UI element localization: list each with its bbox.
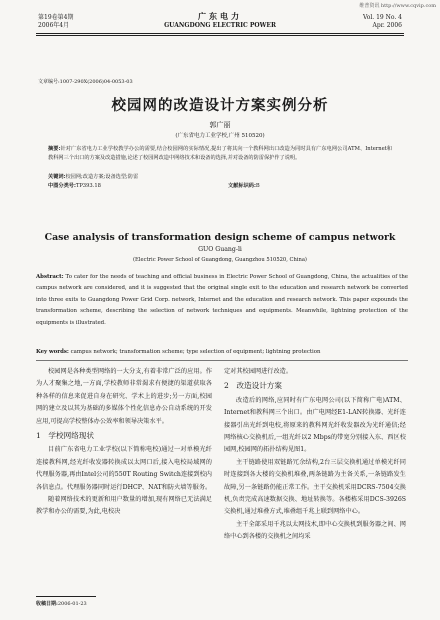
body-left-column (36, 366, 212, 519)
keywords-en-label: Key words: (36, 349, 69, 355)
header-rule-thin (36, 35, 404, 36)
doc-code: B (255, 183, 260, 189)
received-label: 收稿日期: (36, 601, 58, 607)
abstract-en-text: To cater for the needs of teaching and official business in Electric Power School of Guangdong, China, the actualities of the campus network are considered, and it is suggested that the original single exit to the education and research network be converted into three exits to Guangdong Power Grid Corp. network, Internet and the education and research network. This paper expounds the transformation scheme, describing the selection of network techniques and equipments. Meanwhile, lightning protection of the equipments is illustrated. (36, 274, 409, 326)
abstract-en-label: Abstract: (36, 274, 64, 280)
date-en: Apr. 2006 (372, 22, 402, 29)
watermark-text: 维普资讯 http://www.cqvip.com (359, 3, 436, 9)
title-cn: 校园网的改造设计方案实例分析 (111, 97, 329, 114)
affiliation-cn: (广东省电力工业学校,广州 510520) (175, 133, 265, 139)
received-value: 2006-01-23 (57, 601, 87, 607)
paragraph: 校园网是各种类型网络的一大分支,有着非常广泛的应用。作为人才聚集之地,一方面,学校教师非常渴求有便捷的渠道获取各种各样的信息来促进自身在研究、学术上的进步;另一方面,校园网的建立及以其为基础的多媒体个性化信息办公自动系统的开发应用,可提高学校整体办公效率和领导决策水平。 (36, 368, 212, 425)
abstract-cn-text: 针对广东省电力工业学校教学办公的需要,结合校园网的实际情况,提出了将其向一个教科网出口改造为同时具有广东电网公司ATM、Internet和教科网三个出口的方案及改造措施,论述了校园网改造中网络技术和设备的选择,并对设备的防雷保护作了说明。 (48, 146, 392, 161)
paragraph: 主干链路使用双链路冗余结构,2台三层交换机通过单模光纤同时连接到各大楼的交换机堆叠,两条链路为主备关系,一条链路发生故障,另一条链路仍能正常工作。主干交换机采用DCRS-7504交换机,负责完成高速数据交换、地址转换等。各楼栋采用DCS-3926S交换机,通过堆叠方式,堆叠组千兆上联到网络中心。 (224, 458, 406, 516)
paragraph: 目前广东省电力工业学校(以下简称电校)通过一对单模光纤连接教科网,经光纤收发器转换成以太网口后,接入电校局域网的代理服务器,再由Intel公司的550T Routing Switch连接到校内各信息点。代理服务器同时运行DHCP、NAT和防火墙等服务。 (36, 446, 212, 491)
body-right-column (224, 366, 406, 544)
header-volume-en (363, 14, 402, 30)
paragraph: 改造后的网络,应同时有广东电网公司(以下简称广电)ATM、Internet和教科网三个出口。由广电网经E1-LAN转换器、光纤连接器引出光纤到电校,将原来的教科网光纤收发器改为光纤通信;经网络核心交换机后,一组光纤以2 Mbps的带宽分别接入东、西区校园网,校园网的拓扑结构见图1。 (224, 396, 406, 454)
section-heading: 1 学校网络现状 (36, 431, 94, 441)
clc-label: 中图分类号: (48, 183, 76, 189)
keywords-en-text: campus network; transformation scheme; type selection of equipment; lightning protection (70, 349, 321, 355)
clc-code: TP393.18 (75, 183, 101, 189)
keywords-en (36, 349, 408, 355)
affiliation-en: (Electric Power School of Guangdong, Guangzhou 510520, China) (133, 257, 307, 263)
author-en: GUO Guang-li (198, 246, 242, 253)
header-volume (38, 14, 73, 30)
section-heading: 2 改造设计方案 (224, 381, 282, 391)
keywords-cn-text: 校园网;改造方案;设备选型;防雷 (65, 174, 139, 180)
keywords-cn-label: 关键词: (48, 174, 66, 180)
date-cn: 2006年4月 (38, 22, 70, 29)
doc-code-label: 文献标识码: (228, 183, 256, 189)
abstract-cn (48, 145, 392, 163)
journal-name-en: GUANGDONG ELECTRIC POWER (164, 22, 276, 29)
column-divider-rule (36, 360, 408, 361)
abstract-en (36, 272, 408, 329)
footnote-rule (36, 596, 96, 597)
header-rule (36, 33, 404, 34)
keywords-cn (48, 173, 392, 180)
volume-en: Vol. 19 No. 4 (362, 14, 402, 21)
header-journal (150, 12, 290, 30)
title-en: Case analysis of transformation design scheme of campus network (44, 232, 396, 243)
abstract-cn-label: 摘要: (48, 146, 61, 152)
paragraph: 随着网络技术的更新和用户数量的增加,现有网络已无法满足教学和办公的需要,为此,电校决 (36, 496, 212, 516)
volume-cn: 第19卷第4期 (38, 14, 74, 21)
journal-name-cn: 广东电力 (198, 11, 242, 21)
article-number: 文章编号:1007-290X(2006)04-0053-03 (38, 79, 133, 85)
classification-line (48, 182, 392, 189)
paragraph: 主干全部采用千兆以太网技术,即中心交换机到服务器之间、网络中心到各楼的交换机之间均采 (224, 520, 406, 541)
received-date (36, 600, 87, 607)
author-cn: 郭广丽 (209, 121, 231, 129)
paragraph: 定对其校园网进行改造。 (224, 368, 293, 375)
